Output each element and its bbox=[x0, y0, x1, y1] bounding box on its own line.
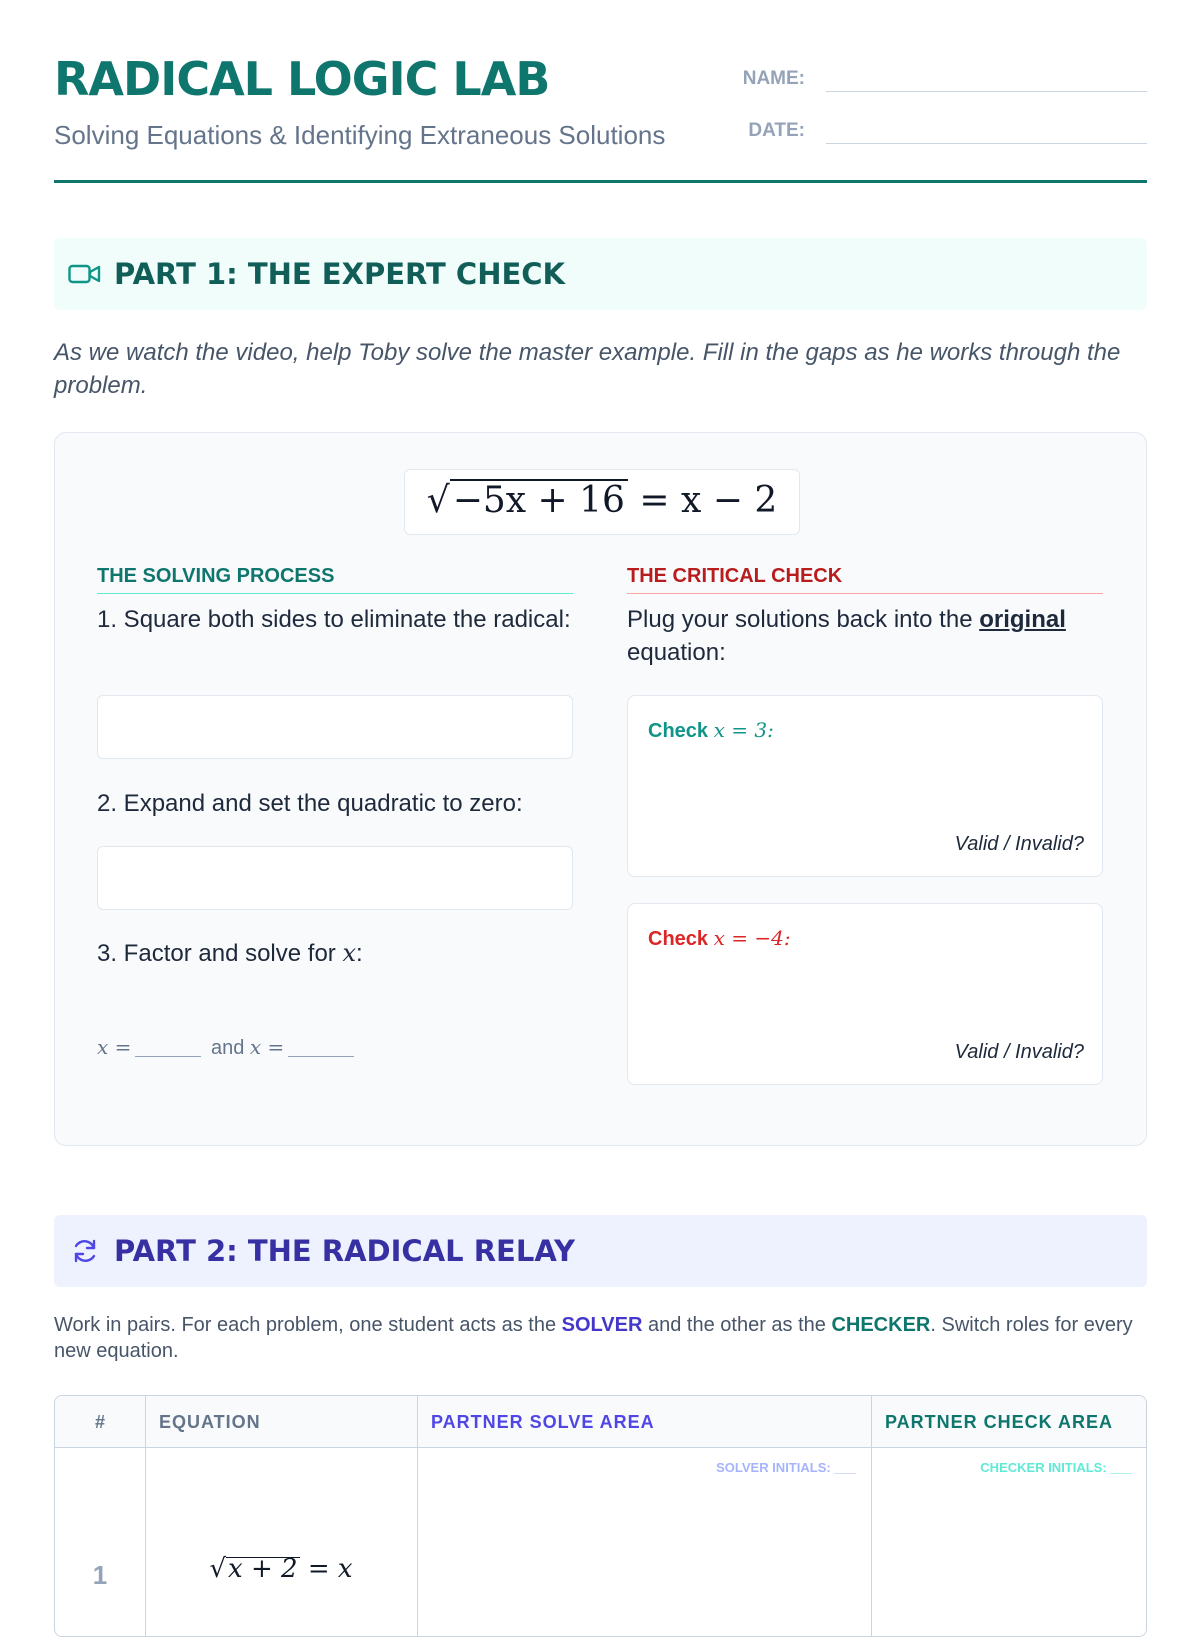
solution1-label: x = bbox=[97, 1035, 132, 1059]
step2-answer-box[interactable] bbox=[97, 846, 573, 910]
check1-math: x = 3: bbox=[713, 718, 774, 742]
step2-text: 2. Expand and set the quadratic to zero: bbox=[97, 790, 523, 817]
solving-process-heading: THE SOLVING PROCESS bbox=[97, 565, 573, 594]
page-title: RADICAL LOGIC LAB bbox=[54, 52, 550, 106]
col-header-check: PARTNER CHECK AREA bbox=[872, 1396, 1147, 1448]
part1-intro: As we watch the video, help Toby solve the master example. Fill in the gaps as he works through the problem. bbox=[54, 339, 1121, 399]
step1-answer-box[interactable] bbox=[97, 695, 573, 759]
checker-initials[interactable]: CHECKER INITIALS: ___ bbox=[980, 1460, 1132, 1475]
step1-text: 1. Square both sides to eliminate the radical: bbox=[97, 606, 571, 633]
radical-sign: √ bbox=[209, 1554, 227, 1584]
solver-role: SOLVER bbox=[561, 1314, 643, 1336]
col-divider bbox=[145, 1396, 146, 1636]
solutions-line bbox=[97, 1035, 358, 1060]
check1-title bbox=[648, 718, 774, 743]
name-field[interactable] bbox=[737, 64, 1147, 94]
check2-label: Check bbox=[648, 928, 709, 950]
checker-role: CHECKER bbox=[831, 1314, 931, 1336]
part2-header bbox=[54, 1215, 1147, 1287]
desc-part2: and the other as the bbox=[642, 1314, 832, 1336]
solution-and: and bbox=[210, 1037, 245, 1059]
master-equation bbox=[404, 469, 800, 535]
col-header-number: # bbox=[55, 1396, 146, 1448]
step3-suffix: : bbox=[356, 940, 363, 967]
part2-description bbox=[54, 1312, 1147, 1364]
check-box-x3[interactable] bbox=[627, 695, 1103, 877]
check-text-before: Plug your solutions back into the bbox=[627, 606, 980, 633]
col-header-solve: PARTNER SOLVE AREA bbox=[418, 1396, 872, 1448]
check2-valid-prompt: Valid / Invalid? bbox=[954, 1041, 1084, 1063]
video-camera-icon bbox=[68, 260, 102, 288]
date-field[interactable] bbox=[737, 116, 1147, 146]
desc-part1: Work in pairs. For each problem, one student acts as the bbox=[54, 1314, 562, 1336]
date-label: DATE: bbox=[748, 120, 805, 141]
step3-prefix: 3. Factor and solve for bbox=[97, 940, 343, 967]
desc-part3: . Switch roles for every new equation. bbox=[54, 1314, 1133, 1362]
check1-label: Check bbox=[648, 720, 709, 742]
part1-heading: PART 1: THE EXPERT CHECK bbox=[114, 257, 566, 291]
critical-check-column bbox=[627, 565, 1103, 1063]
equation-radicand: −5x + 16 bbox=[450, 479, 628, 521]
part2-heading: PART 2: THE RADICAL RELAY bbox=[114, 1234, 575, 1268]
radical-sign: √ bbox=[426, 480, 450, 521]
row-radicand: x + 2 bbox=[228, 1554, 298, 1584]
name-line[interactable] bbox=[826, 91, 1147, 92]
equation-rhs: = x − 2 bbox=[639, 480, 778, 521]
relay-table bbox=[54, 1395, 1147, 1637]
check-text-after: equation: bbox=[627, 639, 726, 666]
check-box-xneg4[interactable] bbox=[627, 903, 1103, 1085]
page-subtitle: Solving Equations & Identifying Extraneous Solutions bbox=[54, 120, 666, 150]
solver-initials[interactable]: SOLVER INITIALS: ___ bbox=[716, 1460, 856, 1475]
step3-text bbox=[97, 937, 573, 970]
row-equation bbox=[146, 1554, 416, 1584]
date-line[interactable] bbox=[826, 143, 1147, 144]
solve-area[interactable] bbox=[419, 1448, 871, 1636]
solution1-blank[interactable] bbox=[135, 1056, 201, 1057]
solving-process-column bbox=[97, 565, 573, 1059]
row-number: 1 bbox=[92, 1560, 108, 1590]
refresh-icon bbox=[68, 1237, 102, 1265]
part1-header bbox=[54, 238, 1147, 310]
check2-math: x = −4: bbox=[713, 926, 791, 950]
check-area[interactable] bbox=[873, 1486, 1146, 1636]
step3-variable: x bbox=[342, 939, 356, 967]
col-divider bbox=[417, 1396, 418, 1636]
check1-valid-prompt: Valid / Invalid? bbox=[954, 833, 1084, 855]
col-divider bbox=[871, 1396, 872, 1636]
check-text-emphasis: original bbox=[979, 606, 1066, 633]
solution2-blank[interactable] bbox=[288, 1056, 354, 1057]
check2-title bbox=[648, 926, 791, 951]
check-instructions bbox=[627, 603, 1103, 669]
header-divider bbox=[54, 180, 1147, 183]
col-header-equation: EQUATION bbox=[146, 1396, 418, 1448]
name-label: NAME: bbox=[742, 68, 805, 89]
solution2-label: x = bbox=[249, 1035, 285, 1059]
expert-check-panel bbox=[54, 432, 1147, 1146]
row-rhs: = x bbox=[307, 1554, 353, 1584]
critical-check-heading: THE CRITICAL CHECK bbox=[627, 565, 1103, 594]
